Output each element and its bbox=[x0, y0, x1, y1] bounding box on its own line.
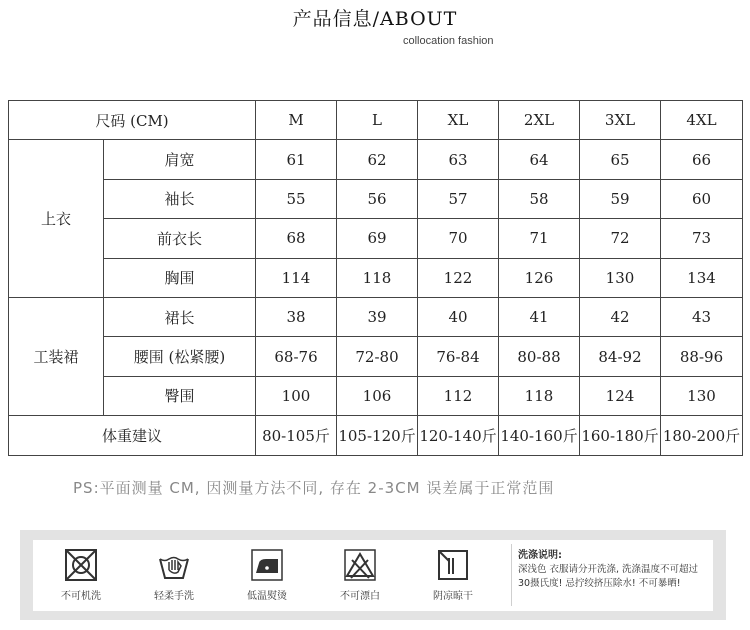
measure-value: 57 bbox=[418, 179, 499, 218]
measure-value: 71 bbox=[499, 219, 580, 258]
measure-value: 134 bbox=[661, 258, 743, 297]
size-header-cell: 4XL bbox=[661, 101, 743, 140]
care-item-no-bleach bbox=[325, 548, 395, 602]
size-header-cell: XL bbox=[418, 101, 499, 140]
care-item-no-machine-wash bbox=[46, 548, 116, 602]
table-row bbox=[9, 219, 743, 258]
care-item-shade-dry bbox=[418, 548, 488, 602]
care-notes-text: 深浅色 衣服请分开洗涤, 洗涤温度不可超过30摄氏度! 忌拧绞挤压除水! 不可暴晒! bbox=[518, 564, 699, 589]
measure-value: 59 bbox=[580, 179, 661, 218]
table-row bbox=[9, 337, 743, 376]
measure-value: 130 bbox=[661, 376, 743, 415]
size-header-cell: 2XL bbox=[499, 101, 580, 140]
care-divider bbox=[511, 544, 512, 606]
measure-value: 72 bbox=[580, 219, 661, 258]
measurement-note: PS:平面测量 CM, 因测量方法不同, 存在 2-3CM 误差属于正常范围 bbox=[73, 479, 555, 497]
weight-label: 体重建议 bbox=[9, 416, 256, 455]
no-bleach-icon bbox=[343, 548, 377, 582]
measure-value: 39 bbox=[337, 297, 418, 336]
care-label: 不可机洗 bbox=[61, 591, 101, 602]
measure-value: 38 bbox=[256, 297, 337, 336]
measure-value: 114 bbox=[256, 258, 337, 297]
table-row bbox=[9, 258, 743, 297]
care-instructions-panel bbox=[20, 530, 726, 620]
measure-value: 88-96 bbox=[661, 337, 743, 376]
measure-value: 61 bbox=[256, 140, 337, 179]
measure-label: 腰围 (松紧腰) bbox=[104, 337, 256, 376]
size-header-cell: M bbox=[256, 101, 337, 140]
care-item-low-iron bbox=[232, 548, 302, 602]
measure-value: 112 bbox=[418, 376, 499, 415]
care-label: 低温熨烫 bbox=[247, 591, 287, 602]
measure-label: 前衣长 bbox=[104, 219, 256, 258]
table-row bbox=[9, 376, 743, 415]
measure-label: 臀围 bbox=[104, 376, 256, 415]
measure-value: 65 bbox=[580, 140, 661, 179]
measure-value: 58 bbox=[499, 179, 580, 218]
care-notes-title: 洗涤说明: bbox=[518, 550, 562, 561]
care-label: 不可漂白 bbox=[340, 591, 380, 602]
care-notes bbox=[518, 546, 708, 591]
measure-value: 122 bbox=[418, 258, 499, 297]
weight-value: 140-160斤 bbox=[499, 416, 580, 455]
measure-value: 43 bbox=[661, 297, 743, 336]
size-chart-table bbox=[8, 100, 743, 456]
measure-value: 80-88 bbox=[499, 337, 580, 376]
measure-value: 70 bbox=[418, 219, 499, 258]
measure-value: 73 bbox=[661, 219, 743, 258]
size-header-cell: 3XL bbox=[580, 101, 661, 140]
measure-label: 肩宽 bbox=[104, 140, 256, 179]
page-title: 产品信息/ABOUT bbox=[292, 8, 458, 30]
size-header-cell: L bbox=[337, 101, 418, 140]
table-row bbox=[9, 179, 743, 218]
table-row bbox=[9, 140, 743, 179]
measure-value: 124 bbox=[580, 376, 661, 415]
weight-value: 105-120斤 bbox=[337, 416, 418, 455]
measure-value: 42 bbox=[580, 297, 661, 336]
weight-value: 80-105斤 bbox=[256, 416, 337, 455]
measure-value: 126 bbox=[499, 258, 580, 297]
weight-row bbox=[9, 416, 743, 455]
measure-value: 118 bbox=[337, 258, 418, 297]
measure-value: 63 bbox=[418, 140, 499, 179]
weight-value: 160-180斤 bbox=[580, 416, 661, 455]
measure-label: 胸围 bbox=[104, 258, 256, 297]
measure-value: 41 bbox=[499, 297, 580, 336]
no-machine-wash-icon bbox=[64, 548, 98, 582]
group-label: 上衣 bbox=[9, 140, 104, 298]
measure-value: 62 bbox=[337, 140, 418, 179]
measure-value: 68-76 bbox=[256, 337, 337, 376]
measure-value: 118 bbox=[499, 376, 580, 415]
measure-value: 106 bbox=[337, 376, 418, 415]
page-subtitle: collocation fashion bbox=[403, 35, 494, 47]
measure-value: 55 bbox=[256, 179, 337, 218]
measure-value: 76-84 bbox=[418, 337, 499, 376]
measure-value: 40 bbox=[418, 297, 499, 336]
size-header-label: 尺码 (CM) bbox=[9, 101, 256, 140]
measure-value: 100 bbox=[256, 376, 337, 415]
measure-value: 66 bbox=[661, 140, 743, 179]
hand-wash-icon bbox=[157, 548, 191, 582]
measure-value: 64 bbox=[499, 140, 580, 179]
measure-value: 60 bbox=[661, 179, 743, 218]
care-item-hand-wash bbox=[139, 548, 209, 602]
table-row bbox=[9, 297, 743, 336]
group-label: 工装裙 bbox=[9, 297, 104, 415]
care-label: 轻柔手洗 bbox=[154, 591, 194, 602]
measure-label: 袖长 bbox=[104, 179, 256, 218]
low-iron-icon bbox=[250, 548, 284, 582]
weight-value: 180-200斤 bbox=[661, 416, 743, 455]
measure-value: 68 bbox=[256, 219, 337, 258]
measure-value: 84-92 bbox=[580, 337, 661, 376]
measure-value: 69 bbox=[337, 219, 418, 258]
care-label: 阴凉晾干 bbox=[433, 591, 473, 602]
measure-value: 130 bbox=[580, 258, 661, 297]
weight-value: 120-140斤 bbox=[418, 416, 499, 455]
measure-value: 56 bbox=[337, 179, 418, 218]
size-header-row bbox=[9, 101, 743, 140]
shade-dry-icon bbox=[436, 548, 470, 582]
measure-label: 裙长 bbox=[104, 297, 256, 336]
measure-value: 72-80 bbox=[337, 337, 418, 376]
